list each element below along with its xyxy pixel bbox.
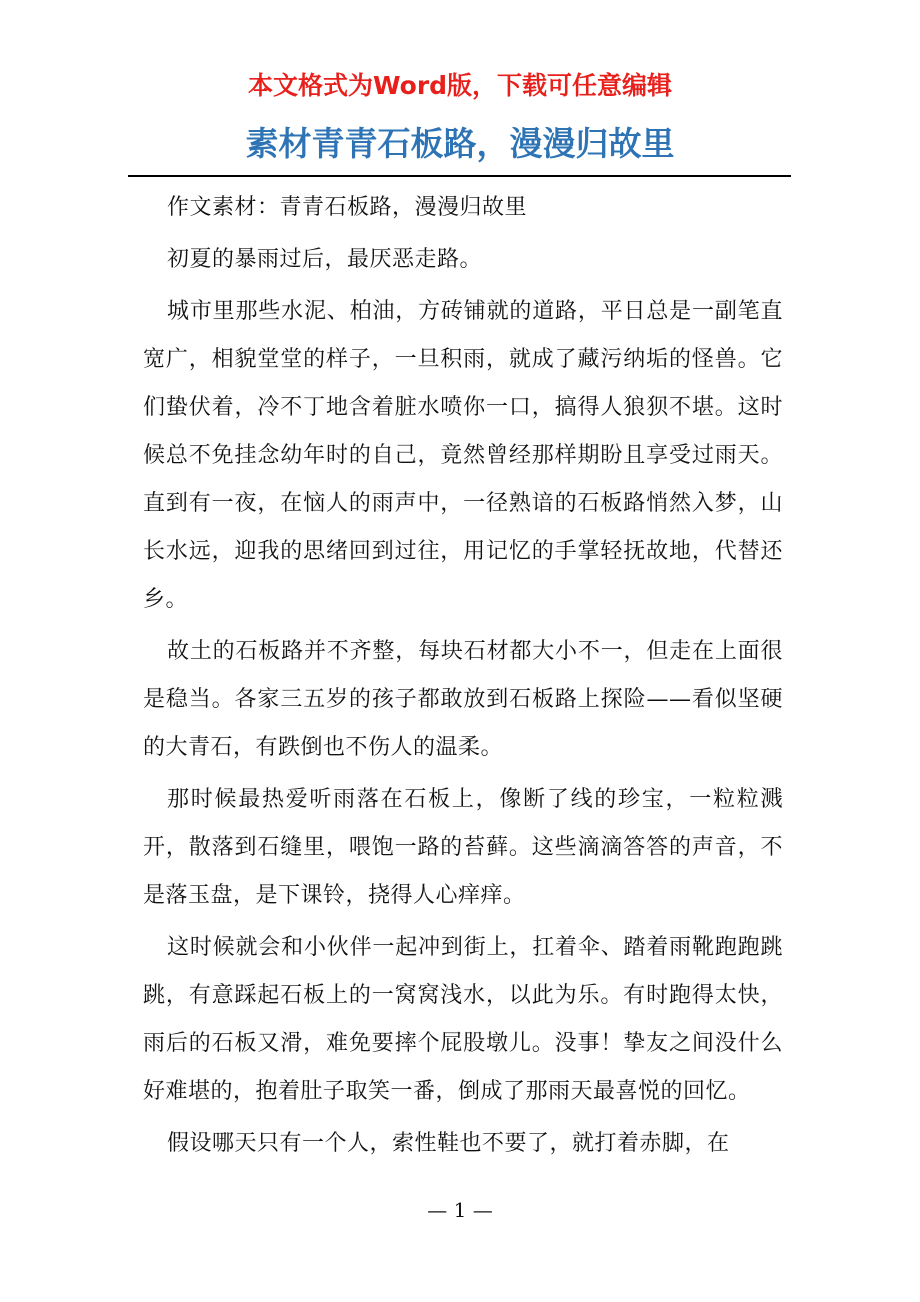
format-notice-banner: 本文格式为Word版，下载可任意编辑 [247, 71, 673, 100]
paragraph: 这时候就会和小伙伴一起冲到街上，扛着伞、踏着雨靴跑跑跳跳，有意踩起石板上的一窝窝浅水，以此为乐。有时跑得太快，雨后的石板又滑，难免要摔个屁股墩儿。没事！挚友之间没什么好难堪的，抱着肚子取笑一番，倒成了那雨天最喜悦的回忆。 [143, 935, 783, 1104]
document-title: 素材青青石板路，漫漫归故里 [245, 124, 675, 163]
paragraph-source-line: 作文素材：青青石板路，漫漫归故里 [167, 195, 528, 220]
title-divider [128, 175, 791, 177]
paragraph: 假设哪天只有一个人，索性鞋也不要了，就打着赤脚，在 [167, 1131, 730, 1156]
paragraph: 故土的石板路并不齐整，每块石材都大小不一，但走在上面很是稳当。各家三五岁的孩子都敢放到石板路上探险——看似坚硬的大青石，有跌倒也不伤人的温柔。 [143, 639, 783, 760]
document-body [143, 184, 783, 1172]
paragraph: 初夏的暴雨过后，最厌恶走路。 [167, 247, 483, 272]
paragraph: 那时候最热爱听雨落在石板上，像断了线的珍宝，一粒粒溅开，散落到石缝里，喂饱一路的苔藓。这些滴滴答答的声音，不是落玉盘，是下课铃，挠得人心痒痒。 [143, 787, 783, 908]
paragraph: 城市里那些水泥、柏油，方砖铺就的道路，平日总是一副笔直宽广，相貌堂堂的样子，一旦积雨，就成了藏污纳垢的怪兽。它们蛰伏着，冷不丁地含着脏水喷你一口，搞得人狼狈不堪。这时候总不免挂念幼年时的自己，竟然曾经那样期盼且享受过雨天。直到有一夜，在恼人的雨声中，一径熟谙的石板路悄然入梦，山长水远，迎我的思绪回到过往，用记忆的手掌轻抚故地，代替还乡。 [143, 299, 783, 612]
page-number: — 1 — [427, 1198, 493, 1222]
